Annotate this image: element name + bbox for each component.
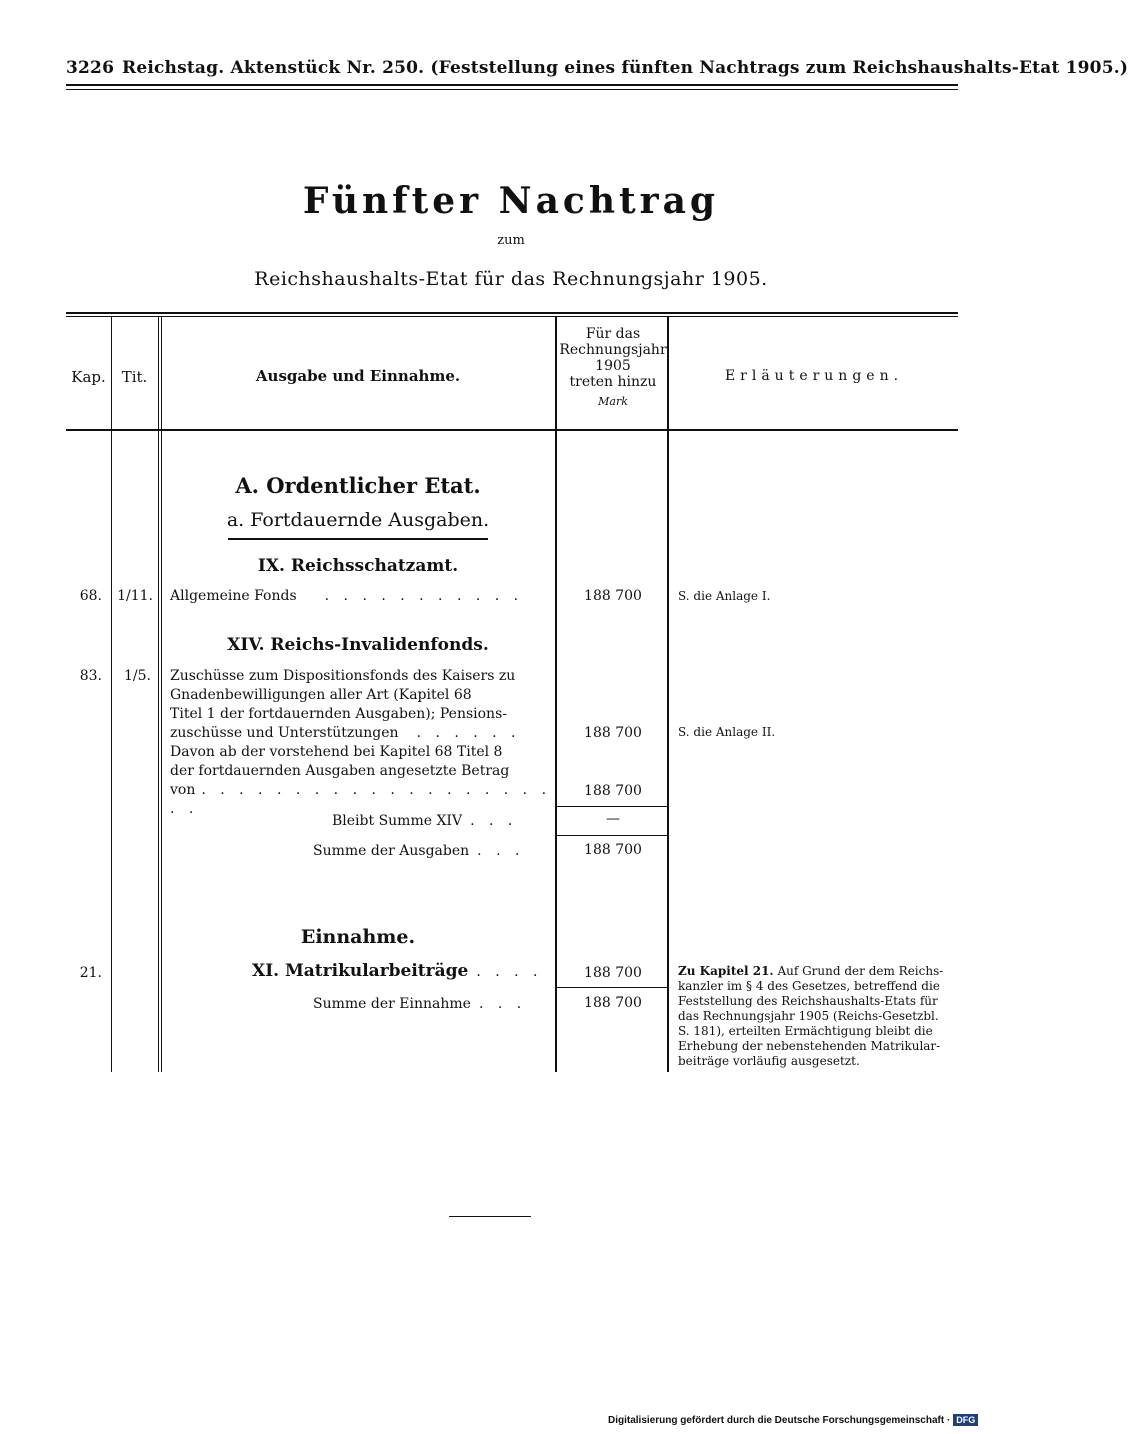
row-note [678,964,960,1069]
row-amount: — [606,811,620,827]
col-divider-kap [111,317,112,1072]
running-header [66,58,1128,78]
header-betrag-line: Rechnungsjahr [559,342,667,358]
row-kap: 83. [79,668,102,684]
section-ordentlicher-etat: A. Ordentlicher Etat. [235,473,481,498]
table-top-rule [66,312,958,314]
header-erlaeuterungen: Erläuterungen. [724,368,904,384]
note-line: S. 181), erteilten Ermächtigung bleibt die [678,1024,933,1038]
row-note: S. die Anlage II. [678,725,776,739]
row-amount: 188 700 [584,725,642,741]
section-fortdauernde-ausgaben: a. Fortdauernde Ausgaben. [226,509,490,531]
row-davon-text [170,743,552,819]
section-reichsschatzamt: IX. Reichsschatzamt. [257,556,459,576]
footer-text: Digitalisierung gefördert durch die Deutsche Forschungsgemeinschaft · [608,1415,951,1426]
title-zum: zum [497,233,525,248]
table-header-rule [66,429,958,431]
leader-dots: . . . . . . . . . . . . . . . . . . . . . [170,782,552,817]
header-betrag-unit: Mark [598,395,628,408]
row-tit: 1/5. [124,668,151,684]
note-line: kanzler im § 4 des Gesetzes, betreffend die [678,979,940,993]
row-kap: 21. [79,965,102,981]
row-amount: 188 700 [584,995,642,1011]
document-subtitle: Reichshaushalts-Etat für das Rechnungsjahr 1905. [254,268,768,290]
row-text-label: Bleibt Summe XIV [332,813,463,829]
leader-dots: . . . [477,843,525,859]
document-title: Fünfter Nachtrag [302,180,720,222]
row-amount: 188 700 [584,842,642,858]
row-note: S. die Anlage I. [678,589,771,603]
note-line: Erhebung der nebenstehenden Matrikular- [678,1039,941,1053]
leader-dots: . . . [478,996,527,1012]
sum-rule [557,987,667,988]
header-betrag [557,326,669,410]
col-divider-tit-2 [161,317,162,1072]
leader-dots: . . . . [476,964,543,980]
row-amount: 188 700 [584,965,642,981]
row-text-line: der fortdauernden Ausgaben angesetzte Betrag [170,763,510,779]
section-reichs-invalidenfonds: XIV. Reichs-Invalidenfonds. [227,635,489,655]
row-bleibt [332,812,517,831]
col-divider-betrag-right [667,317,669,1072]
section-underline [228,538,488,540]
row-amount: 188 700 [584,783,642,799]
note-line: beiträge vorläufig ausgesetzt. [678,1054,860,1068]
sum-rule [557,835,667,836]
digitization-footer [608,1414,978,1426]
row-text-line: von [170,782,196,798]
note-line: das Rechnungsjahr 1905 (Reichs-Gesetzbl. [678,1009,939,1023]
header-tit: Tit. [121,368,148,386]
row-amount: 188 700 [584,588,642,604]
table-top-rule-thin [66,316,958,317]
leader-dots: . . . [470,813,518,829]
row-text-line: Davon ab der vorstehend bei Kapitel 68 Titel 8 [170,744,503,760]
row-text-label: Summe der Ausgaben [313,843,470,859]
closing-rule [449,1216,531,1217]
row-matrikular [252,962,543,982]
row-summe-einnahme [313,995,526,1014]
leader-dots: . . . . . . [416,725,521,741]
section-einnahme: Einnahme. [300,926,416,948]
note-line: Feststellung des Reichshaushalts-Etats für [678,994,938,1008]
note-bold: Zu Kapitel 21. [678,964,774,978]
header-betrag-line: Für das [585,326,641,342]
row-text-label: Allgemeine Fonds [170,588,297,604]
sum-rule [557,806,667,807]
dfg-logo: DFG [953,1414,978,1426]
header-rule-thin [66,89,958,90]
col-divider-betrag-left [555,317,557,1072]
col-divider-tit [158,317,159,1072]
row-text-label: XI. Matrikularbeiträge [252,961,469,981]
header-kap: Kap. [71,368,106,386]
row-text-line: Gnadenbewilligungen aller Art (Kapitel 68 [170,687,472,703]
note-line: Auf Grund der dem Reichs- [777,964,944,978]
header-ausgabe: Ausgabe und Einnahme. [255,367,461,385]
row-text [170,587,523,606]
row-text-line: Zuschüsse zum Dispositionsfonds des Kaisers zu [170,668,516,684]
row-tit: 1/11. [117,588,153,604]
header-rule [66,84,958,86]
row-text [170,667,552,743]
header-betrag-line: treten hinzu [569,374,657,390]
page-number: 3226 [66,58,115,78]
row-summe-ausgaben [313,842,524,861]
header-betrag-line: 1905 [595,358,631,374]
row-text-line: Titel 1 der fortdauernden Ausgaben); Pensions- [170,706,507,722]
header-text: Reichstag. Aktenstück Nr. 250. (Feststellung eines fünften Nachtrags zum Reichshaushalts-Etat 1905.) [122,58,1128,78]
row-kap: 68. [79,588,102,604]
row-text-label: Summe der Einnahme [313,996,471,1012]
leader-dots: . . . . . . . . . . . [324,588,524,604]
row-text-line: zuschüsse und Unterstützungen [170,725,399,741]
